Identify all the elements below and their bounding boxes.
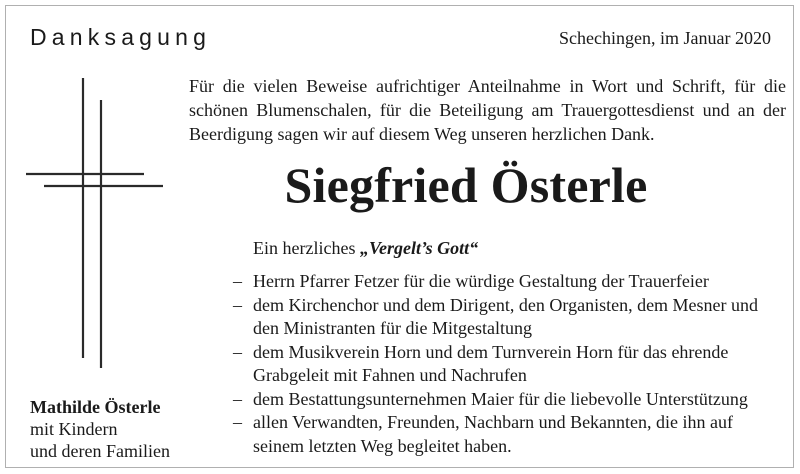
intro-text: Für die vielen Beweise aufrichtiger Anteilnahme in Wort und Schrift, für die schönen Blumenschalen, für die Beteiligung am Trauergottesdienst und an der Beerdigung sagen wir auf diesem Weg unseren herzlichen Dank. <box>189 76 786 144</box>
list-item-text: allen Verwandten, Freunden, Nachbarn und Bekannten, die ihn auf seinem letzten Weg begleitet haben. <box>253 412 734 456</box>
list-item-text: dem Bestattungsunternehmen Maier für die liebevolle Unterstützung <box>253 388 748 409</box>
obituary-notice <box>5 5 794 468</box>
signature <box>30 396 170 462</box>
cross-icon <box>26 78 171 368</box>
dash-icon: – <box>233 388 242 409</box>
list-item <box>233 411 788 458</box>
list-item <box>233 341 788 388</box>
place-date: Schechingen, im Januar 2020 <box>559 28 771 48</box>
signature-line-1: mit Kindern <box>30 419 118 439</box>
signature-line-2: und deren Familien <box>30 441 170 461</box>
list-item <box>233 388 788 412</box>
dash-icon: – <box>233 294 242 315</box>
thanks-lead: Ein herzliches <box>253 238 360 258</box>
thanks-list <box>233 270 788 458</box>
list-item <box>233 294 788 341</box>
list-item-text: dem Musikverein Horn und dem Turnverein Horn für das ehrende Grabgeleit mit Fahnen und Nachrufen <box>253 341 729 385</box>
dash-icon: – <box>233 412 242 432</box>
notice-heading: Danksagung <box>30 24 212 50</box>
deceased-name: Siegfried Österle <box>284 157 648 213</box>
list-item-text: dem Kirchenchor und dem Dirigent, den Organisten, dem Mesner und den Ministranten für die Mitgestaltung <box>253 294 759 338</box>
list-item <box>233 270 788 294</box>
dash-icon: – <box>233 341 242 362</box>
signature-name: Mathilde Österle <box>30 397 161 417</box>
list-item-text: Herrn Pfarrer Fetzer für die würdige Gestaltung der Trauerfeier <box>253 271 709 291</box>
thanks-quote: „Vergelt’s Gott“ <box>359 238 479 258</box>
thanks-line <box>253 238 478 259</box>
dash-icon: – <box>233 271 242 291</box>
